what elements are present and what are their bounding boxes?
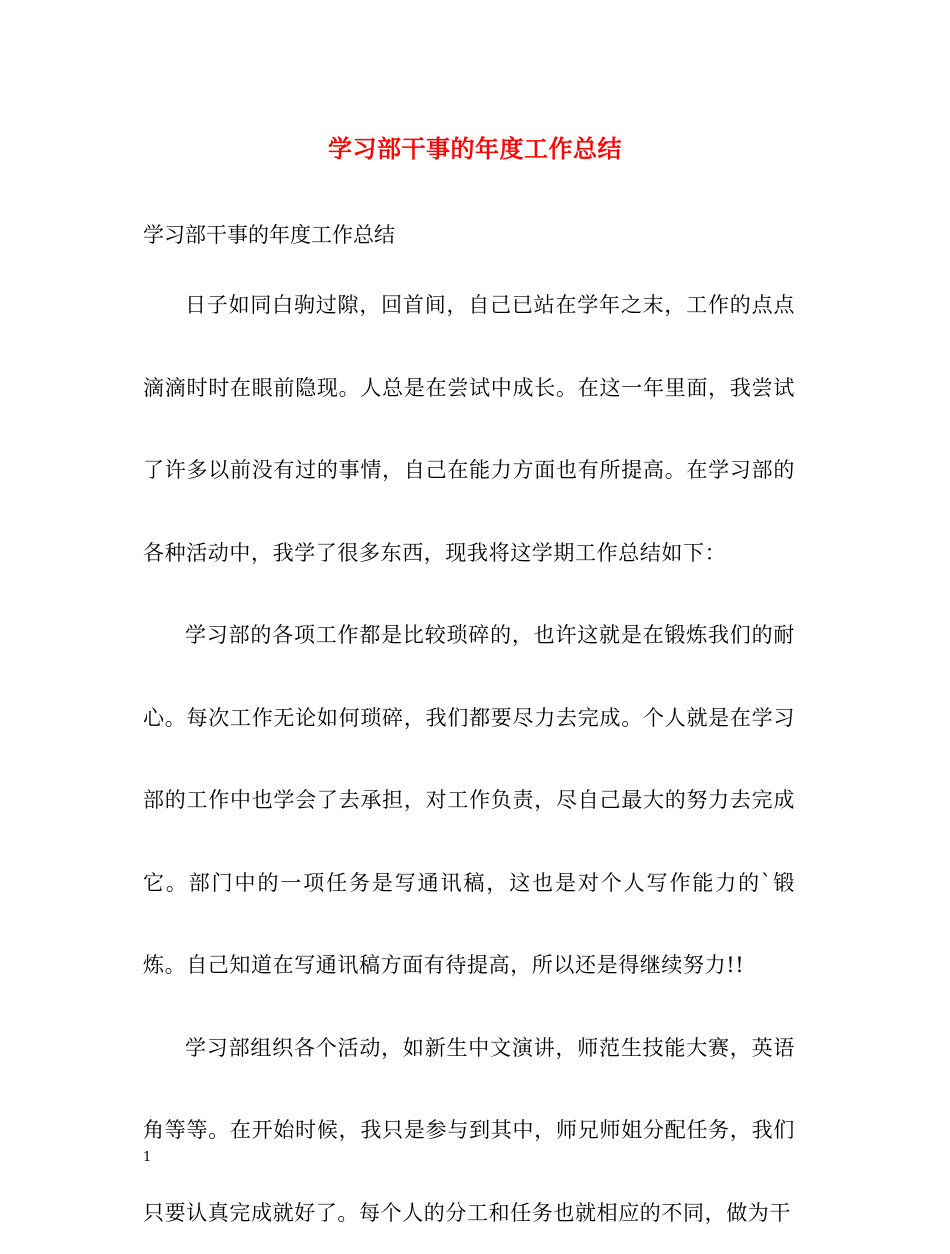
paragraph-2: 学习部的各项工作都是比较琐碎的，也许这就是在锻炼我们的耐心。每次工作无论如何琐碎，我们都要尽力去完成。个人就是在学习部的工作中也学会了去承担，对工作负责，尽自己最大的努力去完成它。部门中的一项任务是写通讯稿，这也是对个人写作能力的`锻炼。自己知道在写通讯稿方面有待提高，所以还是得继续努力!!	[143, 594, 795, 1007]
document-body	[143, 264, 795, 1254]
paragraph-1: 日子如同白驹过隙，回首间，自己已站在学年之末，工作的点点滴滴时时在眼前隐现。人总是在尝试中成长。在这一年里面，我尝试了许多以前没有过的事情，自己在能力方面也有所提高。在学习部的各种活动中，我学了很多东西，现我将这学期工作总结如下：	[143, 264, 795, 594]
document-subtitle: 学习部干事的年度工作总结	[143, 220, 395, 250]
paragraph-3: 学习部组织各个活动，如新生中文演讲，师范生技能大赛，英语角等等。在开始时候，我只是参与到其中，师兄师姐分配任务，我们只要认真完成就好了。每个人的分工和任务也就相应的不同，做为干	[143, 1007, 795, 1254]
document-title: 学习部干事的年度工作总结	[0, 132, 950, 166]
page-number: 1	[143, 1150, 151, 1166]
